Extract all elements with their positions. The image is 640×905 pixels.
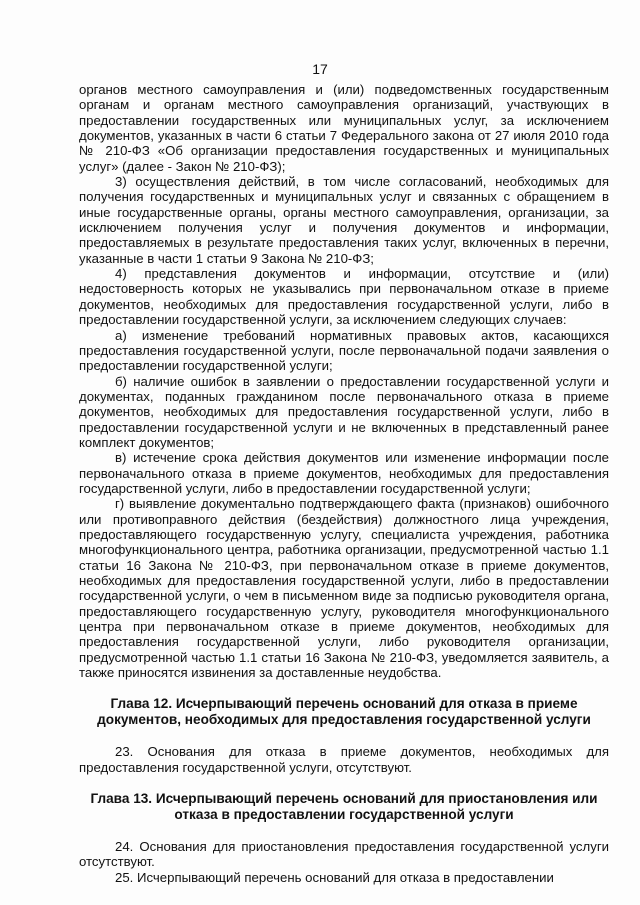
paragraph-continuation: органов местного самоуправления и (или) подведомственных государственным органам и органам местного самоуправления организаций, участвующих в предоставлении государственных или муниципальных услуг, за исключением документов, указанных в части 6 статьи 7 Федерального закона от 27 июля 2010 года № 210-ФЗ «Об организации предоставления государственных и муниципальных услуг» (далее - Закон № 210-ФЗ);	[79, 82, 609, 174]
paragraph-item-3: 3) осуществления действий, в том числе согласований, необходимых для получения государственных и муниципальных услуг и связанных с обращением в иные государственные органы, органы местного самоуправления, организации, за исключением получения услуг и получения документов и информации, предоставляемых в результате предоставления таких услуг, включенных в перечни, указанные в части 1 статьи 9 Закона № 210-ФЗ;	[79, 174, 609, 266]
chapter-12-heading: Глава 12. Исчерпывающий перечень оснований для отказа в приеме документов, необходимых для предоставления государственной услуги	[97, 696, 591, 728]
paragraph-23: 23. Основания для отказа в приеме документов, необходимых для предоставления государственной услуги, отсутствуют.	[79, 744, 609, 775]
document-body	[79, 82, 609, 885]
paragraph-subitem-b: б) наличие ошибок в заявлении о предоставлении государственной услуги и документах, поданных гражданином после первоначального отказа в приеме документов, необходимых для предоставления государственной услуги, либо в предоставлении государственной услуги и не включенных в представленный ранее комплект документов;	[79, 373, 609, 450]
paragraph-subitem-v: в) истечение срока действия документов или изменение информации после первоначального отказа в приеме документов, необходимых для предоставления государственной услуги, либо в предоставлении государственной услуги;	[79, 450, 609, 496]
paragraph-25: 25. Исчерпывающий перечень оснований для отказа в предоставлении	[115, 869, 554, 885]
paragraph-subitem-g: г) выявление документально подтверждающего факта (признаков) ошибочного или противоправного действия (бездействия) должностного лица учреждения, предоставляющего государственную услугу, специалиста учреждения, работника многофункционального центра, работника организации, предусмотренной частью 1.1 статьи 16 Закона № 210-ФЗ, при первоначальном отказе в приеме документов, необходимых для предоставления государственной услуги, либо в предоставлении государственной услуги, о чем в письменном виде за подписью руководителя органа, предоставляющего государственную услугу, руководителя многофункционального центра при первоначальном отказе в приеме документов, необходимых для предоставления государственной услуги, либо руководителя организации, предусмотренной частью 1.1 статьи 16 Закона № 210-ФЗ, уведомляется заявитель, а также приносятся извинения за доставленные неудобства.	[79, 496, 609, 681]
paragraph-24: 24. Основания для приостановления предоставления государственной услуги отсутствуют.	[79, 839, 609, 870]
paragraph-subitem-a: а) изменение требований нормативных правовых актов, касающихся предоставления государственной услуги, после первоначальной подачи заявления о предоставлении государственной услуги;	[79, 327, 609, 374]
chapter-13-heading: Глава 13. Исчерпывающий перечень оснований для приостановления или отказа в предоставлении государственной услуги	[90, 791, 598, 823]
paragraph-item-4: 4) представления документов и информации, отсутствие и (или) недостоверность которых не указывались при первоначальном отказе в приеме документов, необходимых для предоставления государственной услуги, либо в предоставлении государственной услуги, за исключением следующих случаев:	[79, 266, 609, 328]
page-number: 17	[312, 61, 328, 77]
